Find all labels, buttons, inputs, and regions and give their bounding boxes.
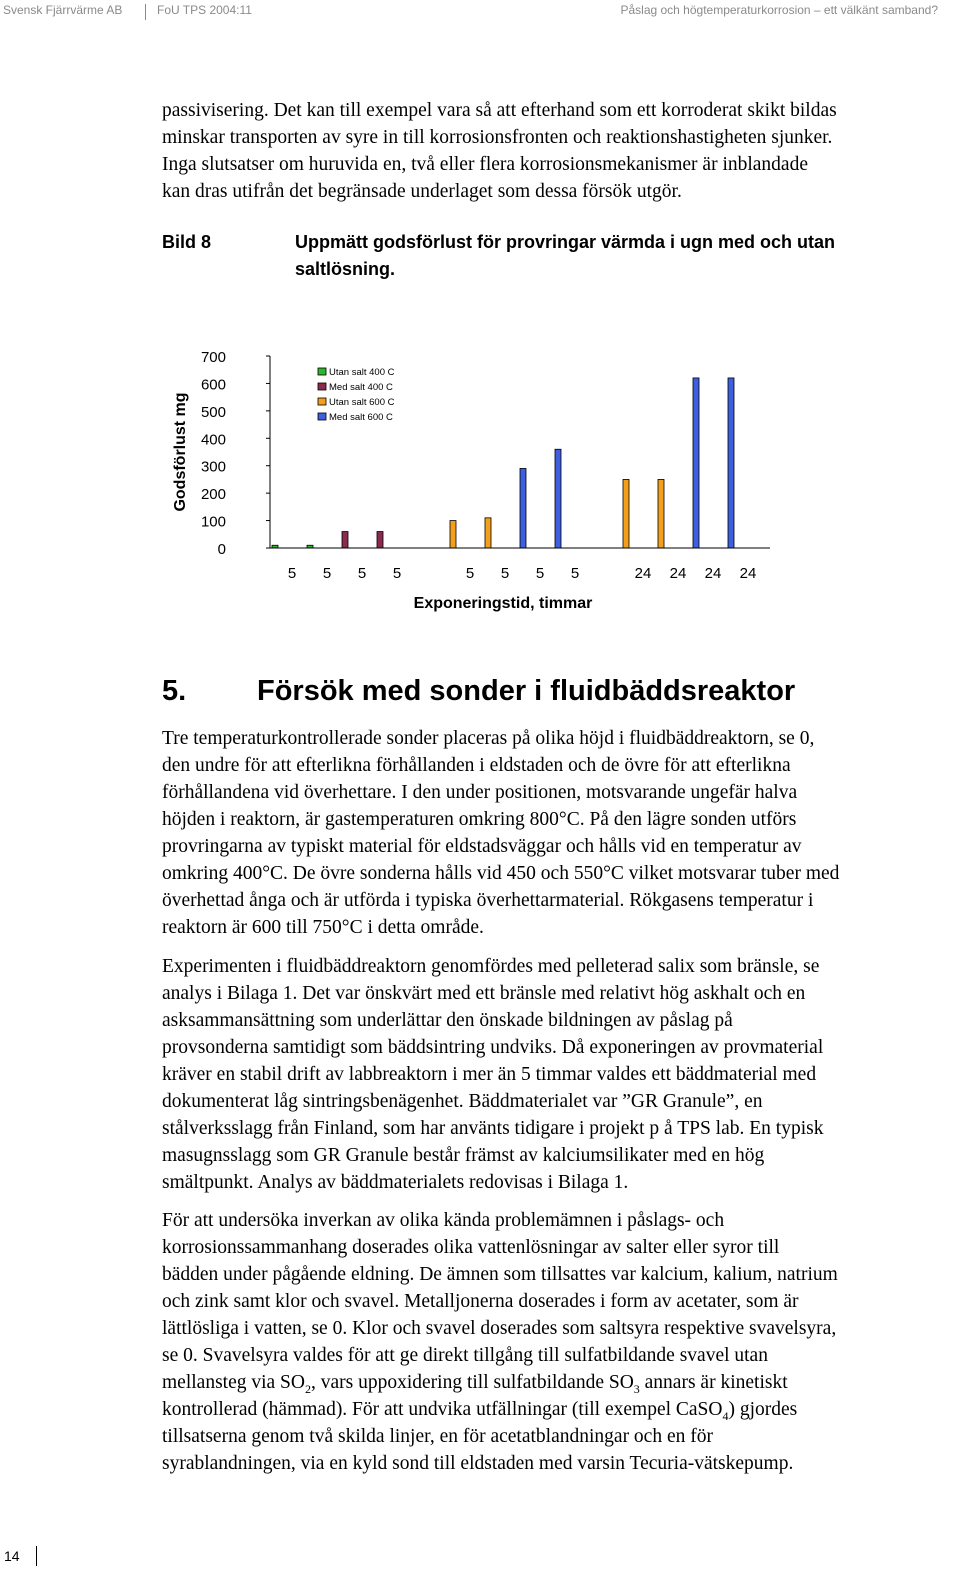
y-tick-label: 700	[200, 349, 226, 366]
footer-divider	[36, 1546, 37, 1566]
x-tick-label: 5	[392, 565, 402, 582]
text-line: analys i Bilaga 1. Det var önskvärt med ett bränsle med relativt hög askhalt och en	[162, 983, 806, 1004]
y-tick-label: 100	[200, 513, 226, 531]
text-line: kräver en stabil drift av labbreaktorn i mer än 5 timmar valdes ett bäddmaterial med	[162, 1064, 817, 1085]
x-tick-label: 5	[322, 565, 332, 582]
x-tick-label: 5	[357, 565, 367, 582]
figure-label: Bild 8	[162, 232, 212, 252]
bar	[485, 518, 491, 548]
text-line: höjden i reaktorn, är gastemperaturen omkring 800°C. På den lägre sonden utförs	[162, 809, 797, 830]
y-tick-label: 0	[217, 541, 226, 558]
legend-swatch	[318, 413, 326, 420]
text-run: annars är kinetiskt	[639, 1372, 788, 1393]
x-tick-label: 24	[739, 565, 757, 582]
header-divider	[145, 4, 146, 20]
text-line: För att undersöka inverkan av olika kända problemämnen i påslags- och	[162, 1210, 725, 1231]
text-line: Inga slutsatser om huruvida en, två eller flera korrosionsmekanismer är inblandade	[162, 154, 808, 175]
x-tick-label: 5	[535, 565, 545, 582]
x-tick-label: 5	[287, 565, 297, 582]
figure-caption-line2: saltlösning.	[295, 259, 396, 279]
text-line: tillsatserna genom två skilda linjer, en för acetatblandningar och en för	[162, 1426, 713, 1447]
section-number: 5.	[162, 675, 187, 707]
text-line: överhettad ånga och är utförda i typiska överhettarmaterial. Rökgasens temperatur i	[162, 890, 814, 911]
text-line: förhållandena vid överhettare. I den under positionen, motsvarande ungefär halva	[162, 782, 798, 803]
x-tick-label: 5	[465, 565, 475, 582]
x-tick-label: 5	[570, 565, 580, 582]
header-title: Påslag och högtemperaturkorrosion – ett välkänt samband?	[620, 3, 938, 17]
text-line: syrablandningen, via en kyld sond till eldstaden med varsin Tecuria-vätskepump.	[162, 1453, 794, 1474]
x-axis-title: Exponeringstid, timmar	[413, 595, 593, 612]
text-line: dokumenterat låg sintringsbenägenhet. Bäddmaterialet var ”GR Granule”, en	[162, 1091, 763, 1112]
subscript: 4	[722, 1408, 729, 1423]
y-tick-label: 600	[200, 376, 226, 394]
text-line: se 0. Svavelsyra valdes för att ge direkt tillgång till sulfatbildande svavel utan	[162, 1345, 768, 1366]
text-line: lättlösliga i vatten, se 0. Klor och svavel doserades som saltsyra respektive svavelsyra,	[162, 1318, 837, 1339]
text-run: mellansteg via SO	[162, 1372, 305, 1393]
y-tick-label: 300	[200, 458, 226, 476]
text-line: asksammansättning som underlättar den önskade bildningen av påslag på	[162, 1010, 733, 1031]
text-line: kan dras utifrån det begränsade underlaget som dessa försök utgör.	[162, 181, 682, 202]
y-tick-label: 500	[200, 403, 226, 421]
page-header	[0, 3, 960, 21]
text-run: , vars uppoxidering till sulfatbildande SO	[310, 1372, 634, 1393]
figure-caption-line1: Uppmätt godsförlust för provringar värmda i ugn med och utan	[295, 232, 836, 252]
text-run: kontrollerad (hämmad). För att undvika utfällningar (till exempel CaSO	[162, 1399, 723, 1420]
x-tick-label: 24	[634, 565, 652, 582]
text-line: stålverksslagg från Finland, som har använts tidigare i projekt p å TPS lab. En typisk	[162, 1118, 824, 1139]
y-tick-label: 200	[200, 486, 226, 504]
bar	[623, 479, 629, 548]
header-report-id: FoU TPS 2004:11	[157, 3, 252, 17]
text-line: masugnsslagg som GR Granule består främst av kalciumsilikater med en hög	[162, 1145, 765, 1166]
text-line: och zink samt klor och svavel. Metalljonerna doserades i form av acetater, som är	[162, 1291, 799, 1312]
subscript: 3	[633, 1381, 640, 1396]
bar-chart	[0, 330, 960, 630]
x-tick-label: 24	[669, 565, 687, 582]
legend-swatch	[318, 398, 326, 405]
header-org: Svensk Fjärrvärme AB	[3, 3, 123, 17]
legend-label: Utan salt 600 C	[329, 397, 395, 408]
text-line: bädden under pågående eldning. De ämnen som tillsattes var kalcium, kalium, natrium	[162, 1264, 838, 1285]
text-line: den undre för att efterlikna förhållanden i eldstaden och de övre för att efterlikna	[162, 755, 791, 776]
legend-swatch	[318, 368, 326, 375]
legend-label: Utan salt 400 C	[329, 367, 395, 378]
text-line: korrosionssammanhang doserades olika vattenlösningar av salter eller syror till	[162, 1237, 780, 1258]
subscript: 2	[304, 1381, 311, 1396]
y-tick-label: 400	[200, 431, 226, 449]
bar	[658, 479, 664, 548]
text-line: minskar transporten av syre in till korrosionsfronten och reaktionshastigheten sjunker.	[162, 127, 833, 148]
bar	[693, 378, 699, 548]
text-line: Experimenten i fluidbäddreaktorn genomfördes med pelleterad salix som bränsle, se	[162, 956, 820, 977]
bar	[520, 468, 526, 548]
text-line: reaktorn är 600 till 750°C i detta område.	[162, 917, 484, 938]
bar	[450, 521, 456, 548]
legend-swatch	[318, 383, 326, 390]
text-line: Tre temperaturkontrollerade sonder placeras på olika höjd i fluidbäddreaktorn, se 0,	[162, 728, 815, 749]
text-run: ) gjordes	[728, 1399, 798, 1420]
text-line	[162, 1396, 797, 1423]
y-axis-title: Godsförlust mg	[172, 392, 189, 512]
text-line: omkring 400°C. De övre sonderna hålls vid 450 och 550°C vilket motsvarar tuber med	[162, 863, 840, 884]
x-tick-label: 24	[704, 565, 722, 582]
bar	[555, 449, 561, 548]
legend-label: Med salt 600 C	[329, 412, 393, 423]
page-number: 14	[4, 1548, 20, 1564]
text-line	[162, 1369, 788, 1396]
text-line: smältpunkt. Analys av bäddmaterialets redovisas i Bilaga 1.	[162, 1172, 629, 1193]
section-title: Försök med sonder i fluidbäddsreaktor	[257, 675, 796, 707]
text-line: passivisering. Det kan till exempel vara så att efterhand som ett korroderat skikt bildas	[162, 100, 837, 121]
bar	[342, 532, 348, 548]
text-line: provringarna av typiskt material för eldstadsväggar och hålls vid en temperatur av	[162, 836, 802, 857]
text-line: provsonderna samtidigt som bäddsintring undviks. Då exponeringen av provmaterial	[162, 1037, 824, 1058]
bar	[728, 378, 734, 548]
legend-label: Med salt 400 C	[329, 382, 393, 393]
bar	[377, 532, 383, 548]
x-tick-label: 5	[500, 565, 510, 582]
